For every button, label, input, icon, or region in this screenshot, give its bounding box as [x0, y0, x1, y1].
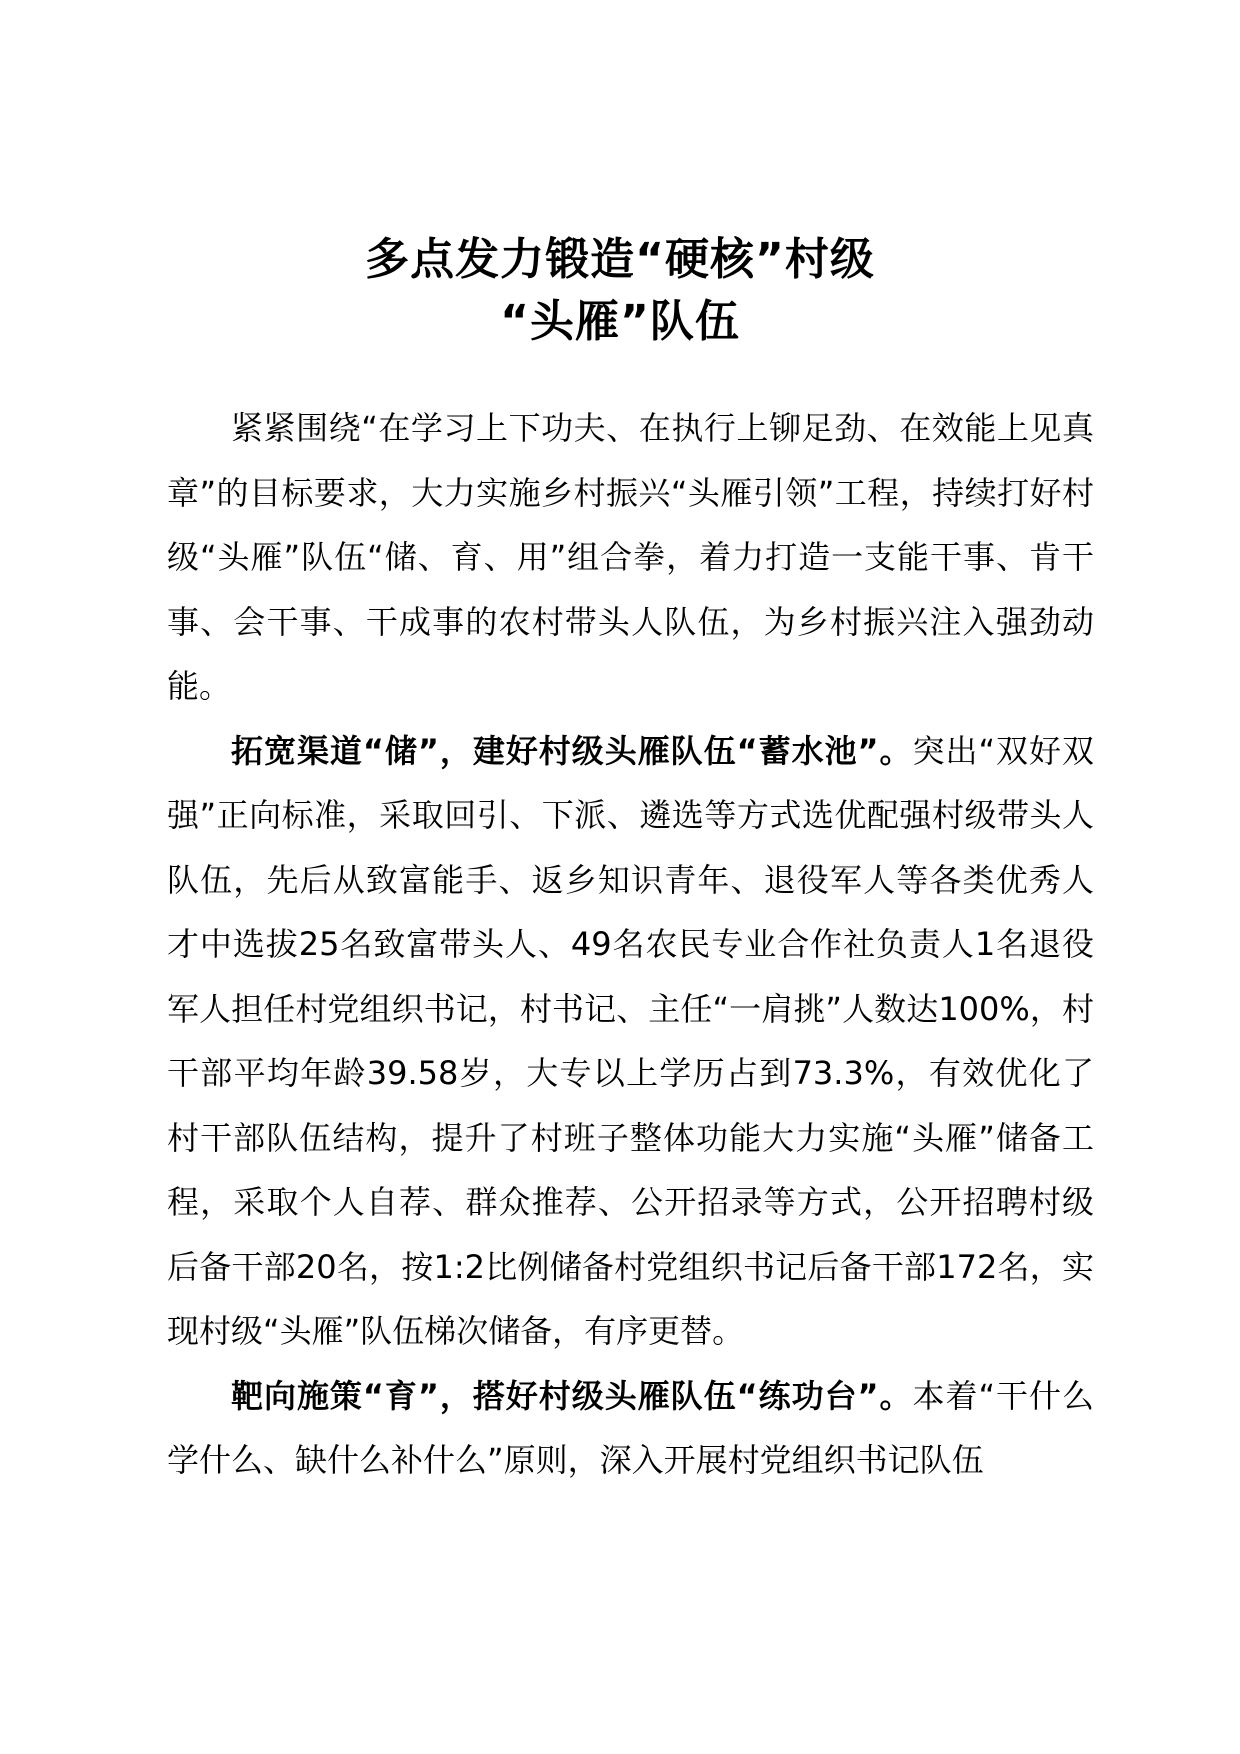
section-1-text: 突出“双好双强”正向标准，采取回引、下派、遴选等方式选优配强村级带头人队伍，先后从致富能手、返乡知识青年、退役军人等各类优秀人才中选拔25名致富带头人、49名农民专业合作社负责人1名退役军人担任村党组织书记，村书记、主任“一肩挑”人数达100%，村干部平均年龄39.58岁，大专以上学历占到73.3%，有效优化了村干部队伍结构，提升了村班子整体功能大力实施“头雁”储备工程，采取个人自荐、群众推荐、公开招录等方式，公开招聘村级后备干部20名，按1:2比例储备村党组织书记后备干部172名，实现村级“头雁”队伍梯次储备，有序更替。: [167, 731, 1094, 1350]
section-2-heading: 靶向施策“育”，搭好村级头雁队伍“练功台”。: [231, 1376, 913, 1415]
document-body: [167, 396, 1094, 1493]
section-2-paragraph: [167, 1364, 1094, 1493]
section-1-paragraph: [167, 719, 1094, 1364]
section-2-text: 本着“干什么学什么、缺什么补什么”原则，深入开展村党组织书记队伍: [167, 1376, 1094, 1479]
title-line-2: “头雁”队伍: [500, 296, 740, 348]
intro-paragraph: 紧紧围绕“在学习上下功夫、在执行上铆足劲、在效能上见真章”的目标要求，大力实施乡村振兴“头雁引领”工程，持续打好村级“头雁”队伍“储、育、用”组合拳，着力打造一支能干事、肯干事、会干事、干成事的农村带头人队伍，为乡村振兴注入强劲动能。: [167, 409, 1094, 705]
document-title: [150, 229, 1090, 353]
title-line-1: 多点发力锻造“硬核”村级: [365, 234, 875, 286]
section-1-heading: 拓宽渠道“储”，建好村级头雁队伍“蓄水池”。: [231, 731, 913, 770]
